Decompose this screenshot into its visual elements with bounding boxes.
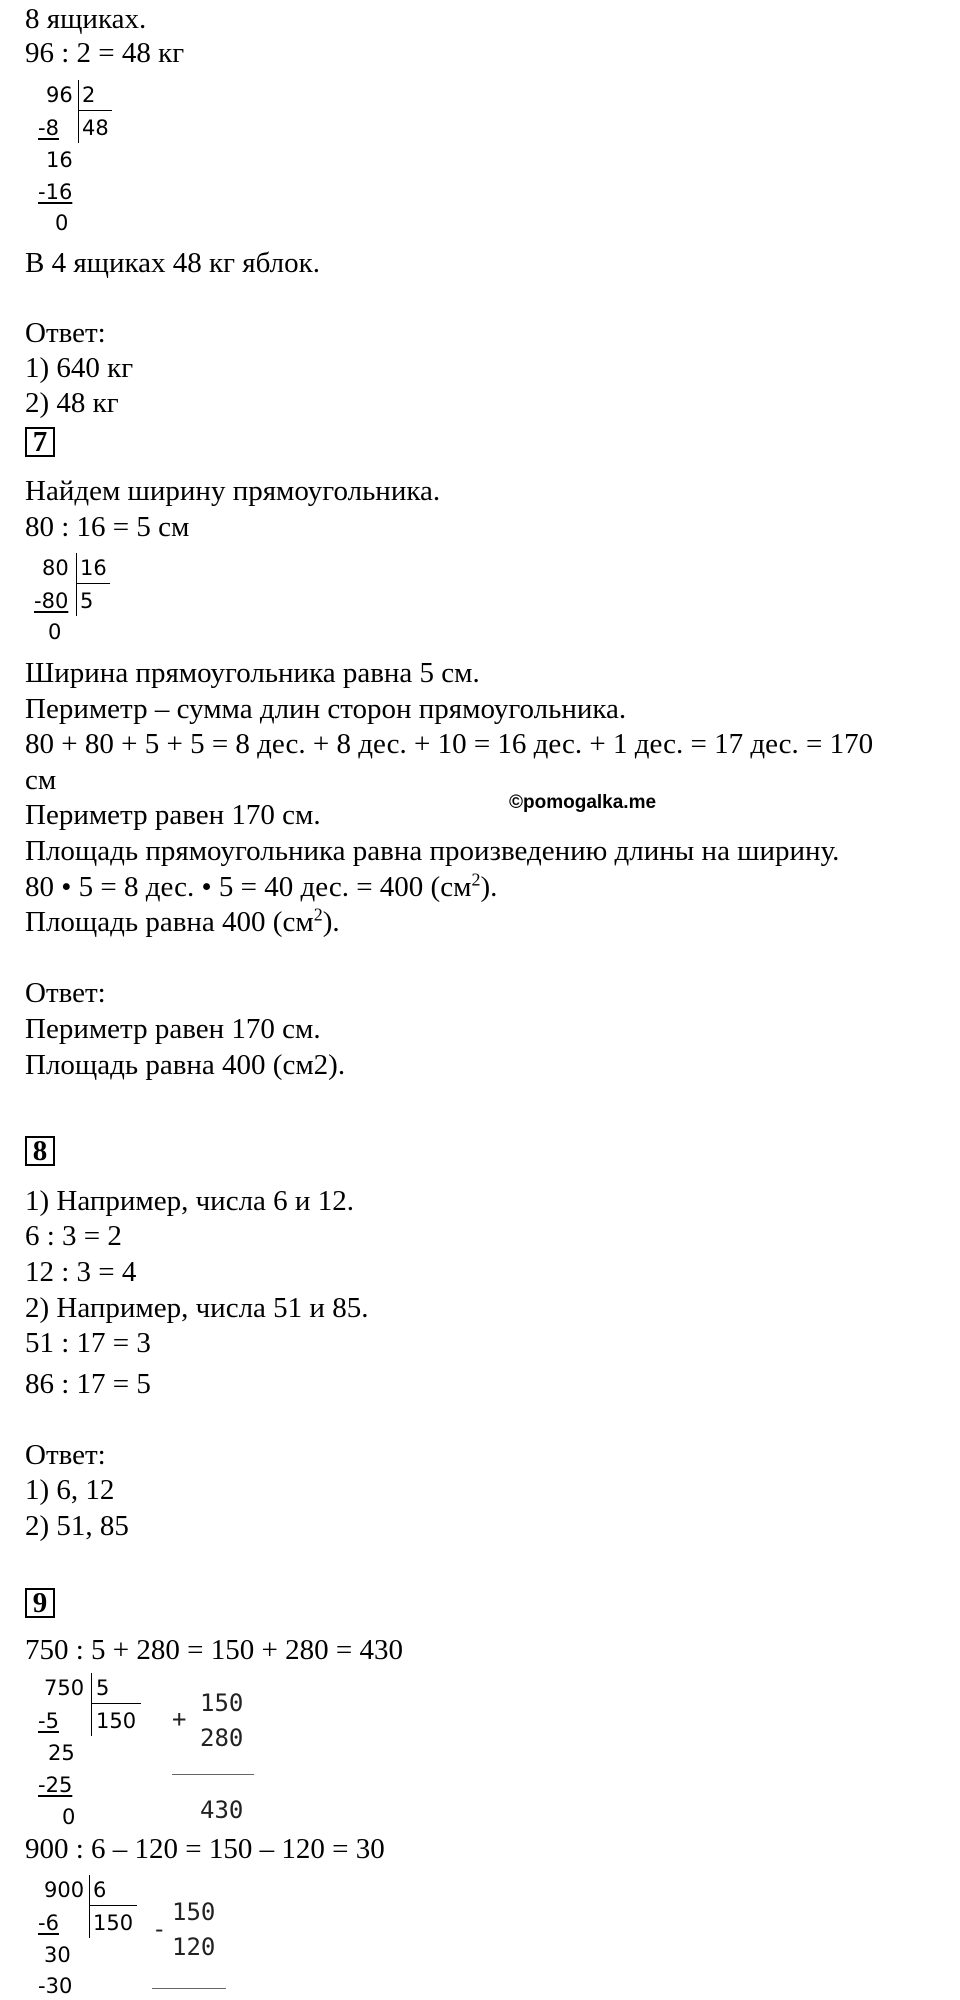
answer-label: Ответ: <box>25 317 106 349</box>
text-line: 1) 6, 12 <box>25 1474 115 1506</box>
remainder: 0 <box>55 211 69 235</box>
task-number-box: 7 <box>25 427 55 457</box>
sum: 430 <box>200 1796 244 1824</box>
text-line: В 4 ящиках 48 кг яблок. <box>25 247 320 279</box>
dividend: 900 <box>44 1878 85 1902</box>
divisor: 5 <box>96 1676 110 1700</box>
dividend: 750 <box>44 1676 85 1700</box>
division-bar <box>89 1875 90 1938</box>
remainder: 25 <box>48 1741 75 1765</box>
text-line: Периметр – сумма длин сторон прямоугольника. <box>25 693 627 725</box>
divisor-underline <box>91 1703 141 1704</box>
dividend: 80 <box>42 556 69 580</box>
quotient: 150 <box>93 1911 134 1935</box>
text-line: Периметр равен 170 см. <box>25 799 321 831</box>
addend: 150 <box>200 1689 244 1717</box>
quotient: 48 <box>82 116 109 140</box>
subtrahend: -25 <box>38 1773 73 1797</box>
divisor-underline <box>78 110 112 111</box>
text-line: Площадь равна 400 $(см^2)$. <box>25 904 340 938</box>
text-line: 1) Например, числа 6 и 12. <box>25 1185 354 1217</box>
task-number-box: 9 <box>25 1588 55 1618</box>
remainder: 30 <box>44 1943 71 1967</box>
divisor-underline <box>76 583 110 584</box>
text-line: 2) 51, 85 <box>25 1510 129 1542</box>
divisor: 6 <box>93 1878 107 1902</box>
remainder: 16 <box>46 148 73 172</box>
dividend: 96 <box>46 83 73 107</box>
subtrahend-value: 120 <box>172 1933 216 1961</box>
division-bar <box>76 553 77 616</box>
text-line: 51 : 17 = 3 <box>25 1327 151 1359</box>
text-line: Найдем ширину прямоугольника. <box>25 475 441 507</box>
divisor: 2 <box>82 83 96 107</box>
subtrahend: -16 <box>38 180 73 204</box>
text-line: Площадь прямоугольника равна произведению длины на ширину. <box>25 835 840 867</box>
minus-sign: - <box>152 1915 167 1943</box>
text-line: 2) Например, числа 51 и 85. <box>25 1292 369 1324</box>
answer-label: Ответ: <box>25 977 106 1009</box>
text-line: 8 ящиках. <box>25 3 147 35</box>
text-line: 80 + 80 + 5 + 5 = 8 дес. + 8 дес. + 10 = 16 дес. + 1 дес. = 17 дес. = 170 <box>25 728 874 760</box>
subtrahend: -80 <box>34 589 69 613</box>
text-line: Периметр равен 170 см. <box>25 1013 321 1045</box>
text-line: 750 : 5 + 280 = 150 + 280 = 430 <box>25 1634 403 1666</box>
answer-label: Ответ: <box>25 1439 106 1471</box>
divisor-underline <box>89 1905 137 1906</box>
sum-line <box>172 1774 254 1775</box>
division-bar <box>91 1673 92 1736</box>
text-line: 900 : 6 – 120 = 150 – 120 = 30 <box>25 1833 385 1865</box>
subtrahend: -5 <box>38 1709 59 1733</box>
text-line: 96 : 2 = 48 кг <box>25 37 185 69</box>
task-number-box: 8 <box>25 1136 55 1166</box>
text-line: см <box>25 764 57 796</box>
text-line: Ширина прямоугольника равна 5 см. <box>25 657 480 689</box>
division-bar <box>78 80 79 143</box>
text-line: 80 : 16 = 5 см <box>25 511 190 543</box>
difference-line <box>152 1988 226 1989</box>
text-line: Площадь равна 400 (см2). <box>25 1049 346 1081</box>
divisor: 16 <box>80 556 107 580</box>
quotient: 150 <box>96 1709 137 1733</box>
subtrahend: -6 <box>38 1911 59 1935</box>
minuend: 150 <box>172 1898 216 1926</box>
remainder: 0 <box>62 1805 76 1829</box>
text-line: 80 • 5 = 8 дес. • 5 = 40 дес. = 400 $(см^2)$. <box>25 869 498 903</box>
text-line: 6 : 3 = 2 <box>25 1220 122 1252</box>
remainder: 0 <box>48 620 62 644</box>
watermark: ©pomogalka.me <box>509 792 657 813</box>
text-line: 86 : 17 = 5 <box>25 1368 151 1400</box>
text-line: 1) 640 кг <box>25 352 134 384</box>
subtrahend: -30 <box>38 1974 73 1998</box>
quotient: 5 <box>80 589 94 613</box>
text-line: 12 : 3 = 4 <box>25 1256 137 1288</box>
subtrahend: -8 <box>38 116 59 140</box>
plus-sign: + <box>172 1705 187 1733</box>
text-line: 2) 48 кг <box>25 387 119 419</box>
addend: 280 <box>200 1724 244 1752</box>
